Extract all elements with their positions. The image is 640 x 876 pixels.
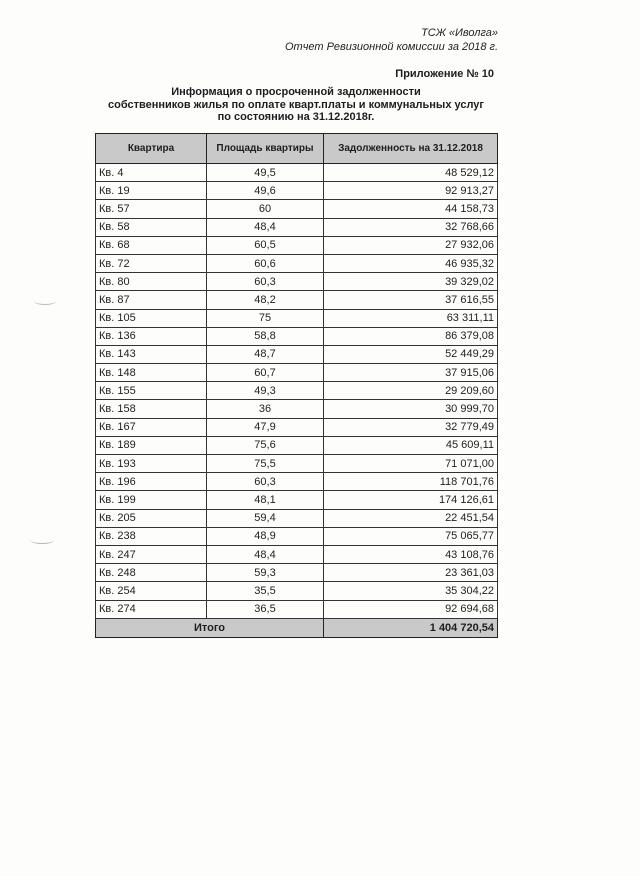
apartment-cell: Кв. 105 [96,309,207,327]
table-row [96,345,498,363]
area-cell: 36 [207,400,324,418]
debt-cell: 63 311,11 [324,309,498,327]
table-row [96,564,498,582]
area-cell: 60,7 [207,364,324,382]
table-row [96,364,498,382]
area-cell: 36,5 [207,600,324,618]
debt-cell: 71 071,00 [324,455,498,473]
debt-cell: 22 451,54 [324,509,498,527]
table-row [96,218,498,236]
area-cell: 49,3 [207,382,324,400]
table-row [96,254,498,272]
apartment-cell: Кв. 196 [96,473,207,491]
debt-cell: 29 209,60 [324,382,498,400]
table-row [96,600,498,618]
apartment-cell: Кв. 58 [96,218,207,236]
table-row [96,200,498,218]
table-row [96,309,498,327]
area-cell: 49,5 [207,164,324,182]
scan-mark [30,536,54,544]
area-cell: 60,5 [207,236,324,254]
area-cell: 75,6 [207,436,324,454]
document-title [96,86,496,124]
area-cell: 59,3 [207,564,324,582]
table-row [96,491,498,509]
area-cell: 47,9 [207,418,324,436]
debt-cell: 92 913,27 [324,182,498,200]
area-cell: 59,4 [207,509,324,527]
apartment-cell: Кв. 247 [96,545,207,563]
apartment-cell: Кв. 205 [96,509,207,527]
area-cell: 75,5 [207,455,324,473]
document-header [285,26,498,54]
apartment-cell: Кв. 155 [96,382,207,400]
apartment-cell: Кв. 158 [96,400,207,418]
area-cell: 48,7 [207,345,324,363]
area-cell: 48,9 [207,527,324,545]
title-line-2: собственников жилья по оплате кварт.платы и коммунальных услуг [107,98,484,111]
table-row [96,582,498,600]
table-row [96,455,498,473]
debt-cell: 37 915,06 [324,364,498,382]
apartment-cell: Кв. 274 [96,600,207,618]
debt-cell: 48 529,12 [324,164,498,182]
area-cell: 35,5 [207,582,324,600]
table-row [96,473,498,491]
debt-cell: 32 768,66 [324,218,498,236]
debt-table [95,133,498,638]
area-cell: 49,6 [207,182,324,200]
area-cell: 48,4 [207,218,324,236]
apartment-cell: Кв. 57 [96,200,207,218]
apartment-cell: Кв. 136 [96,327,207,345]
debt-cell: 46 935,32 [324,254,498,272]
appendix-label: Приложение № 10 [395,68,494,80]
report-title: Отчет Ревизионной комиссии за 2018 г. [285,41,498,53]
apartment-cell: Кв. 199 [96,491,207,509]
debt-cell: 43 108,76 [324,545,498,563]
apartment-cell: Кв. 143 [96,345,207,363]
apartment-cell: Кв. 189 [96,436,207,454]
table-row [96,291,498,309]
table-row [96,273,498,291]
column-header-debt: Задолженность на 31.12.2018 [324,134,498,164]
table-row [96,236,498,254]
title-line-1: Информация о просроченной задолженности [171,86,421,98]
debt-cell: 27 932,06 [324,236,498,254]
debt-cell: 86 379,08 [324,327,498,345]
table-row [96,327,498,345]
apartment-cell: Кв. 72 [96,254,207,272]
debt-cell: 92 694,68 [324,600,498,618]
area-cell: 60,6 [207,254,324,272]
column-header-area: Площадь квартиры [207,134,324,164]
debt-cell: 75 065,77 [324,527,498,545]
debt-cell: 37 616,55 [324,291,498,309]
area-cell: 75 [207,309,324,327]
table-row [96,182,498,200]
apartment-cell: Кв. 193 [96,455,207,473]
apartment-cell: Кв. 238 [96,527,207,545]
apartment-cell: Кв. 248 [96,564,207,582]
column-header-apartment: Квартира [96,134,207,164]
area-cell: 48,2 [207,291,324,309]
table-row [96,418,498,436]
apartment-cell: Кв. 80 [96,273,207,291]
apartment-cell: Кв. 254 [96,582,207,600]
debt-cell: 23 361,03 [324,564,498,582]
debt-cell: 32 779,49 [324,418,498,436]
apartment-cell: Кв. 19 [96,182,207,200]
table-row [96,545,498,563]
apartment-cell: Кв. 167 [96,418,207,436]
table-header-row [96,134,498,164]
area-cell: 60,3 [207,473,324,491]
scan-mark [34,298,56,305]
organization-name: ТСЖ «Иволга» [421,27,498,39]
apartment-cell: Кв. 68 [96,236,207,254]
debt-cell: 174 126,61 [324,491,498,509]
area-cell: 48,4 [207,545,324,563]
apartment-cell: Кв. 4 [96,164,207,182]
area-cell: 48,1 [207,491,324,509]
debt-cell: 118 701,76 [324,473,498,491]
total-value: 1 404 720,54 [324,618,498,637]
table-row [96,400,498,418]
debt-cell: 44 158,73 [324,200,498,218]
debt-cell: 45 609,11 [324,436,498,454]
total-row [96,618,498,637]
table-row [96,164,498,182]
apartment-cell: Кв. 148 [96,364,207,382]
table-row [96,509,498,527]
debt-cell: 30 999,70 [324,400,498,418]
area-cell: 60 [207,200,324,218]
table-row [96,527,498,545]
debt-cell: 52 449,29 [324,345,498,363]
table-row [96,436,498,454]
area-cell: 60,3 [207,273,324,291]
area-cell: 58,8 [207,327,324,345]
title-line-3: по состоянию на 31.12.2018г. [217,111,375,123]
table-row [96,382,498,400]
total-label: Итого [96,618,324,637]
apartment-cell: Кв. 87 [96,291,207,309]
debt-cell: 39 329,02 [324,273,498,291]
debt-cell: 35 304,22 [324,582,498,600]
